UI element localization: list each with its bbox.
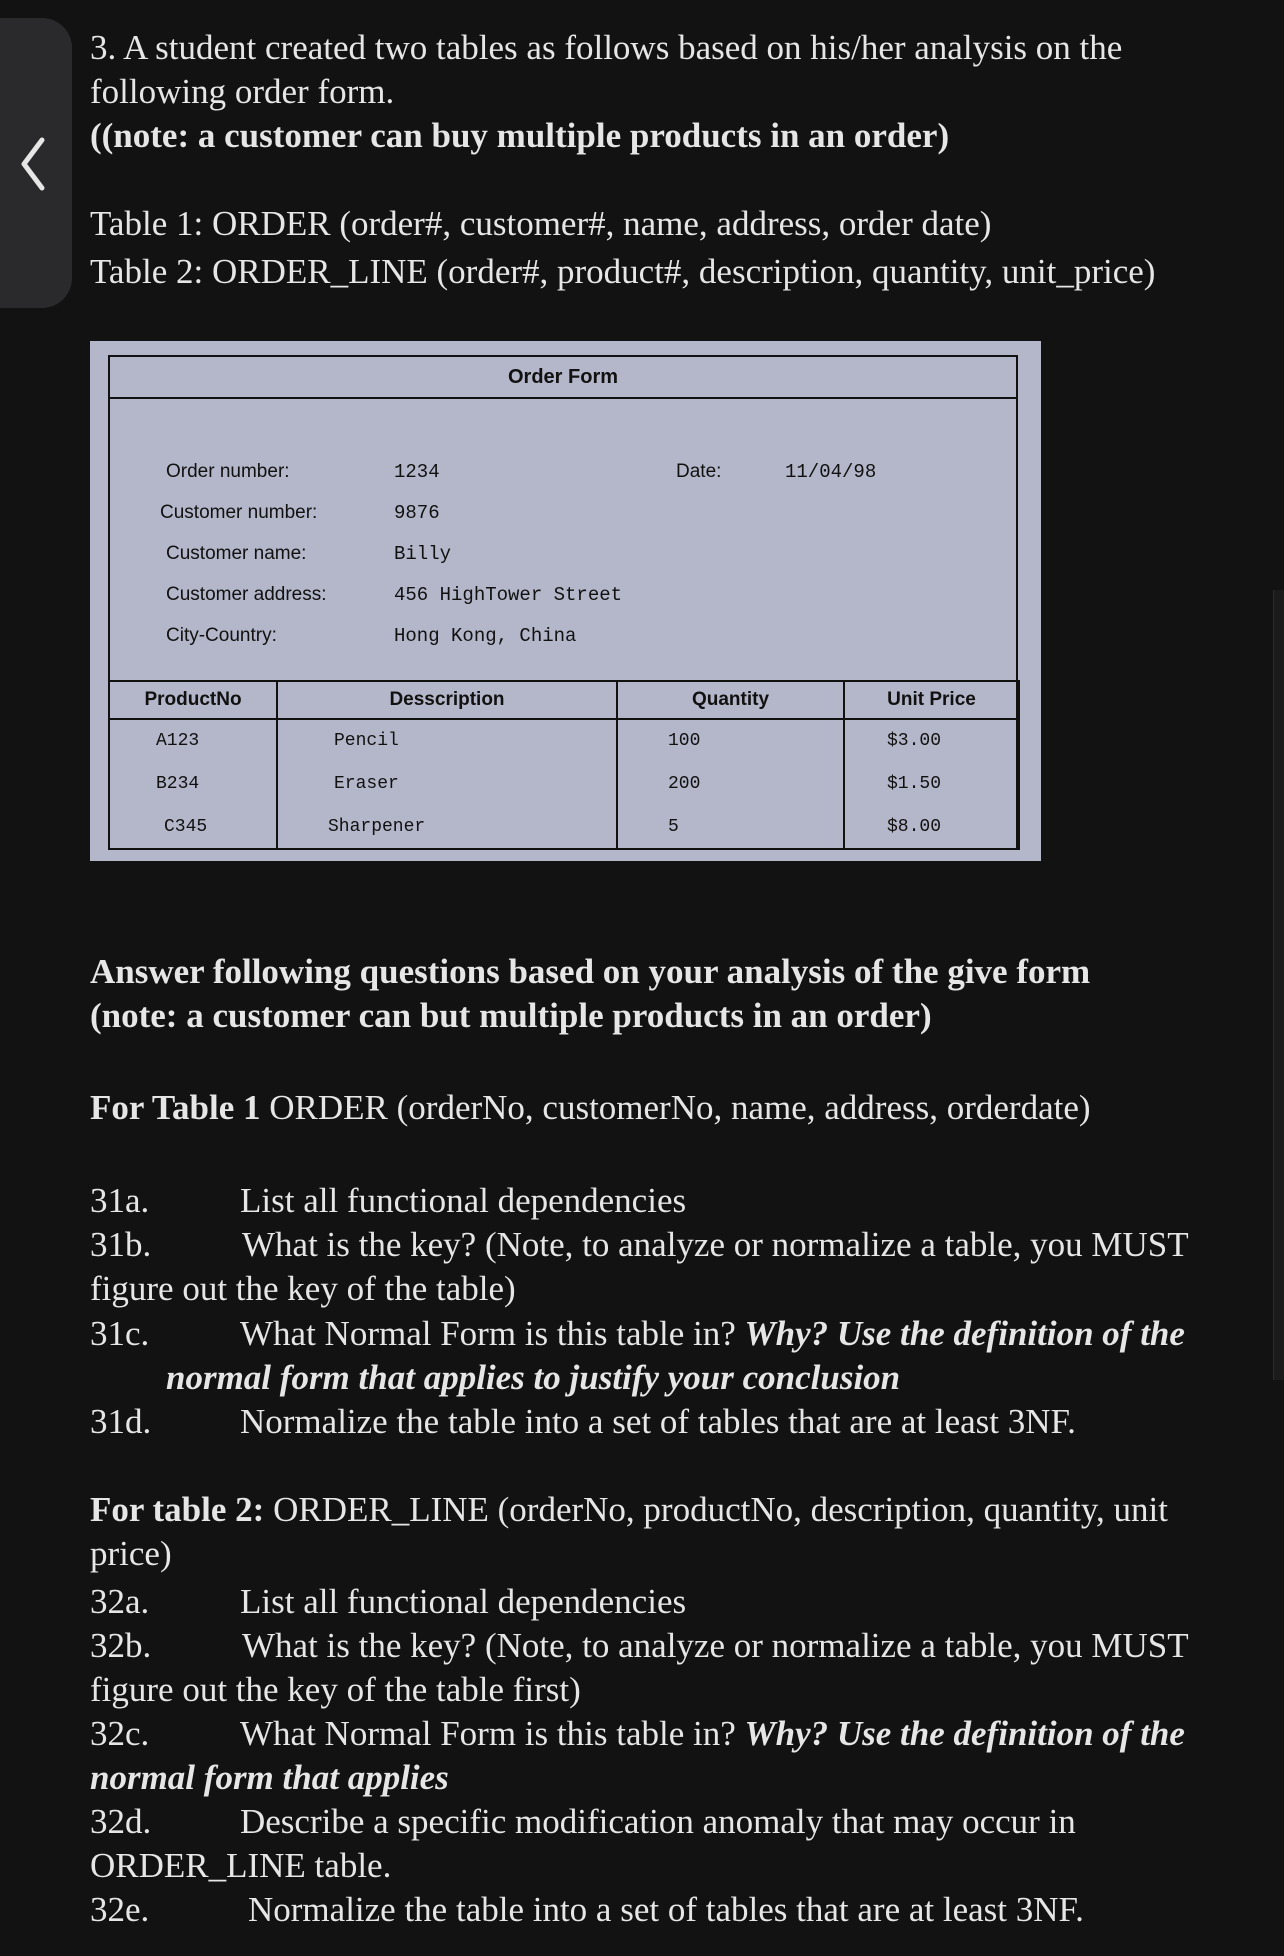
question-31c-cont: normal form that applies to justify your conclusion — [166, 1358, 901, 1397]
cell-productno: C345 — [109, 805, 277, 849]
customer-address-label: Customer address: — [166, 584, 327, 605]
question-number: 31b. — [90, 1225, 152, 1264]
column-header-unit-price: Unit Price — [844, 681, 1019, 719]
question-31a — [90, 1179, 686, 1223]
question-32d — [90, 1800, 1076, 1844]
table-row — [109, 805, 1019, 849]
question-text: List all functional dependencies — [240, 1582, 687, 1621]
cell-unit-price: $3.00 — [844, 719, 1019, 763]
order-form-title: Order Form — [110, 357, 1016, 399]
question-note: ((note: a customer can buy multiple products in an order) — [90, 116, 950, 155]
question-number: 32e. — [90, 1890, 150, 1929]
cell-unit-price: $1.50 — [844, 763, 1019, 806]
table-row — [109, 719, 1019, 763]
cell-productno: B234 — [109, 763, 277, 806]
city-country-value: Hong Kong, China — [394, 625, 577, 647]
part2-heading-cont: price) — [90, 1534, 172, 1573]
question-32c — [90, 1712, 1185, 1756]
order-form — [108, 355, 1018, 850]
cell-quantity: 5 — [617, 805, 844, 849]
question-number: 31a. — [90, 1181, 150, 1220]
question-31d — [90, 1400, 1076, 1444]
question-text: What is the key? (Note, to analyze or normalize a table, you MUST — [242, 1626, 1189, 1665]
question-32b-cont: figure out the key of the table first) — [90, 1670, 581, 1709]
question-32a — [90, 1580, 686, 1624]
question-intro-line1: 3. A student created two tables as follows based on his/her analysis on the — [90, 28, 1123, 67]
instructions-line1: Answer following questions based on your analysis of the give form — [90, 952, 1091, 991]
question-text: List all functional dependencies — [240, 1181, 687, 1220]
question-number: 32a. — [90, 1582, 150, 1621]
customer-name-value: Billy — [394, 543, 452, 565]
cell-unit-price: $8.00 — [844, 805, 1019, 849]
part2-heading-bold: For table 2: — [90, 1490, 265, 1529]
table1-definition: Table 1: ORDER (order#, customer#, name, address, order date) — [90, 204, 992, 243]
question-number: 32c. — [90, 1714, 150, 1753]
question-text: Normalize the table into a set of tables that are at least 3NF. — [240, 1402, 1076, 1441]
question-emphasis: Why? Use the definition of the — [744, 1714, 1185, 1753]
cell-quantity: 200 — [617, 763, 844, 806]
column-header-productno: ProductNo — [109, 681, 277, 719]
customer-address-value: 456 HighTower Street — [394, 584, 623, 606]
question-number: 31d. — [90, 1402, 152, 1441]
chevron-left-icon — [18, 136, 48, 192]
question-text: What Normal Form is this table in? — [240, 1714, 745, 1753]
question-number: 32b. — [90, 1626, 152, 1665]
question-number: 32d. — [90, 1802, 152, 1841]
question-31c — [90, 1312, 1185, 1356]
question-31b-cont: figure out the key of the table) — [90, 1269, 516, 1308]
customer-name-label: Customer name: — [166, 543, 307, 564]
order-number-value: 1234 — [394, 461, 440, 483]
question-32e — [90, 1888, 1084, 1932]
part2-heading-rest: ORDER_LINE (orderNo, productNo, description, quantity, unit — [264, 1490, 1169, 1529]
date-value: 11/04/98 — [785, 461, 877, 483]
part1-heading — [90, 1086, 1091, 1130]
question-text: What Normal Form is this table in? — [240, 1314, 745, 1353]
order-form-image — [90, 341, 1041, 861]
question-32b — [90, 1624, 1189, 1668]
part1-heading-rest: ORDER (orderNo, customerNo, name, address, orderdate) — [260, 1088, 1091, 1127]
customer-number-label: Customer number: — [160, 502, 318, 523]
back-button[interactable] — [0, 18, 72, 308]
question-number: 31c. — [90, 1314, 150, 1353]
product-table — [108, 680, 1020, 850]
part1-heading-bold: For Table 1 — [90, 1088, 261, 1127]
question-32d-cont: ORDER_LINE table. — [90, 1846, 392, 1885]
city-country-label: City-Country: — [166, 625, 277, 646]
cell-productno: A123 — [109, 719, 277, 763]
cell-quantity: 100 — [617, 719, 844, 763]
table-row — [109, 763, 1019, 806]
question-emphasis: Why? Use the definition of the — [744, 1314, 1185, 1353]
question-text: What is the key? (Note, to analyze or normalize a table, you MUST — [242, 1225, 1189, 1264]
date-label: Date: — [676, 461, 722, 482]
question-text: Describe a specific modification anomaly that may occur in — [240, 1802, 1076, 1841]
question-text: Normalize the table into a set of tables that are at least 3NF. — [248, 1890, 1084, 1929]
question-31b — [90, 1223, 1189, 1267]
product-table-header — [109, 681, 1019, 719]
table2-definition: Table 2: ORDER_LINE (order#, product#, description, quantity, unit_price) — [90, 252, 1156, 291]
question-intro-line2: following order form. — [90, 72, 395, 111]
cell-description: Eraser — [277, 763, 617, 806]
column-header-quantity: Quantity — [617, 681, 844, 719]
column-header-description: Desscription — [277, 681, 617, 719]
order-number-label: Order number: — [166, 461, 290, 482]
cell-description: Sharpener — [277, 805, 617, 849]
question-32c-cont: normal form that applies — [90, 1758, 449, 1797]
instructions-line2: (note: a customer can but multiple products in an order) — [90, 996, 932, 1035]
scrollbar[interactable] — [1273, 590, 1284, 1380]
part2-heading — [90, 1488, 1168, 1532]
customer-number-value: 9876 — [394, 502, 440, 524]
cell-description: Pencil — [277, 719, 617, 763]
